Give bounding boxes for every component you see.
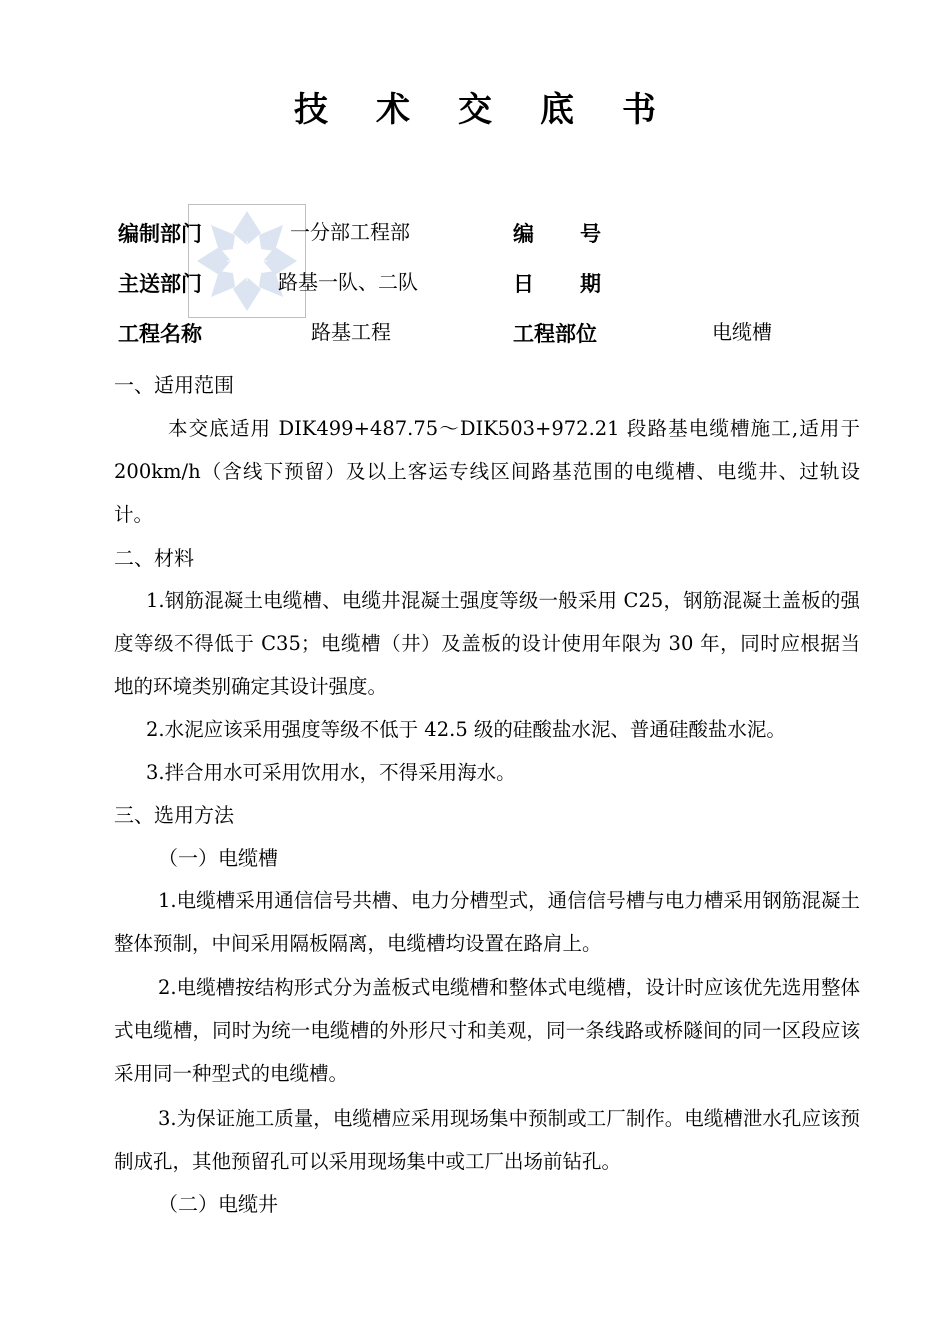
title-char: 书 <box>622 90 656 130</box>
project-label: 工程名称 <box>118 322 202 346</box>
document-title <box>0 82 950 131</box>
project-value: 路基工程 <box>311 320 391 344</box>
subsection-heading: （一）电缆槽 <box>158 846 278 870</box>
section-heading: 三、选用方法 <box>114 803 234 827</box>
subsection-heading: （二）电缆井 <box>158 1192 278 1216</box>
date-label-a: 日 <box>513 272 534 296</box>
part-label: 工程部位 <box>513 322 597 346</box>
paragraph: 1.钢筋混凝土电缆槽、电缆井混凝土强度等级一般采用 C25，钢筋混凝土盖板的强度等级不得低于 C35；电缆槽（井）及盖板的设计使用年限为 30 年，同时应根据当地的环境类别确定其设计强度。 <box>114 589 860 698</box>
snowflake-logo-icon <box>189 205 305 317</box>
section-heading: 一、适用范围 <box>114 373 234 397</box>
send-label: 主送部门 <box>118 272 202 296</box>
paragraph: 1.电缆槽采用通信信号共槽、电力分槽型式，通信信号槽与电力槽采用钢筋混凝土整体预制，中间采用隔板隔离，电缆槽均设置在路肩上。 <box>114 889 860 955</box>
paragraph: 3.为保证施工质量，电缆槽应采用现场集中预制或工厂制作。电缆槽泄水孔应该预制成孔，其他预留孔可以采用现场集中或工厂出场前钻孔。 <box>114 1107 860 1173</box>
number-label-a: 编 <box>513 222 534 246</box>
title-char: 交 <box>458 90 492 130</box>
paragraph: 本交底适用 DIK499+487.75～DIK503+972.21 段路基电缆槽施工,适用于 200km/h（含线下预留）及以上客运专线区间路基范围的电缆槽、电缆井、过轨设计。 <box>114 417 861 526</box>
part-value: 电缆槽 <box>712 320 772 344</box>
logo-box <box>188 204 306 318</box>
dept-label: 编制部门 <box>118 222 202 246</box>
title-char: 底 <box>540 90 574 130</box>
paragraph: 2.水泥应该采用强度等级不低于 42.5 级的硅酸盐水泥、普通硅酸盐水泥。 <box>146 718 786 741</box>
section-heading: 二、材料 <box>114 546 194 570</box>
paragraph: 3.拌合用水可采用饮用水，不得采用海水。 <box>146 761 516 784</box>
number-label-b: 号 <box>580 222 601 246</box>
title-char: 术 <box>376 90 410 130</box>
date-label-b: 期 <box>580 272 601 296</box>
title-char: 技 <box>294 90 328 130</box>
send-value: 路基一队、二队 <box>278 270 418 294</box>
paragraph: 2.电缆槽按结构形式分为盖板式电缆槽和整体式电缆槽，设计时应该优先选用整体式电缆槽，同时为统一电缆槽的外形尺寸和美观，同一条线路或桥隧间的同一区段应该采用同一种型式的电缆槽。 <box>114 976 860 1085</box>
dept-value: 一分部工程部 <box>290 220 410 244</box>
